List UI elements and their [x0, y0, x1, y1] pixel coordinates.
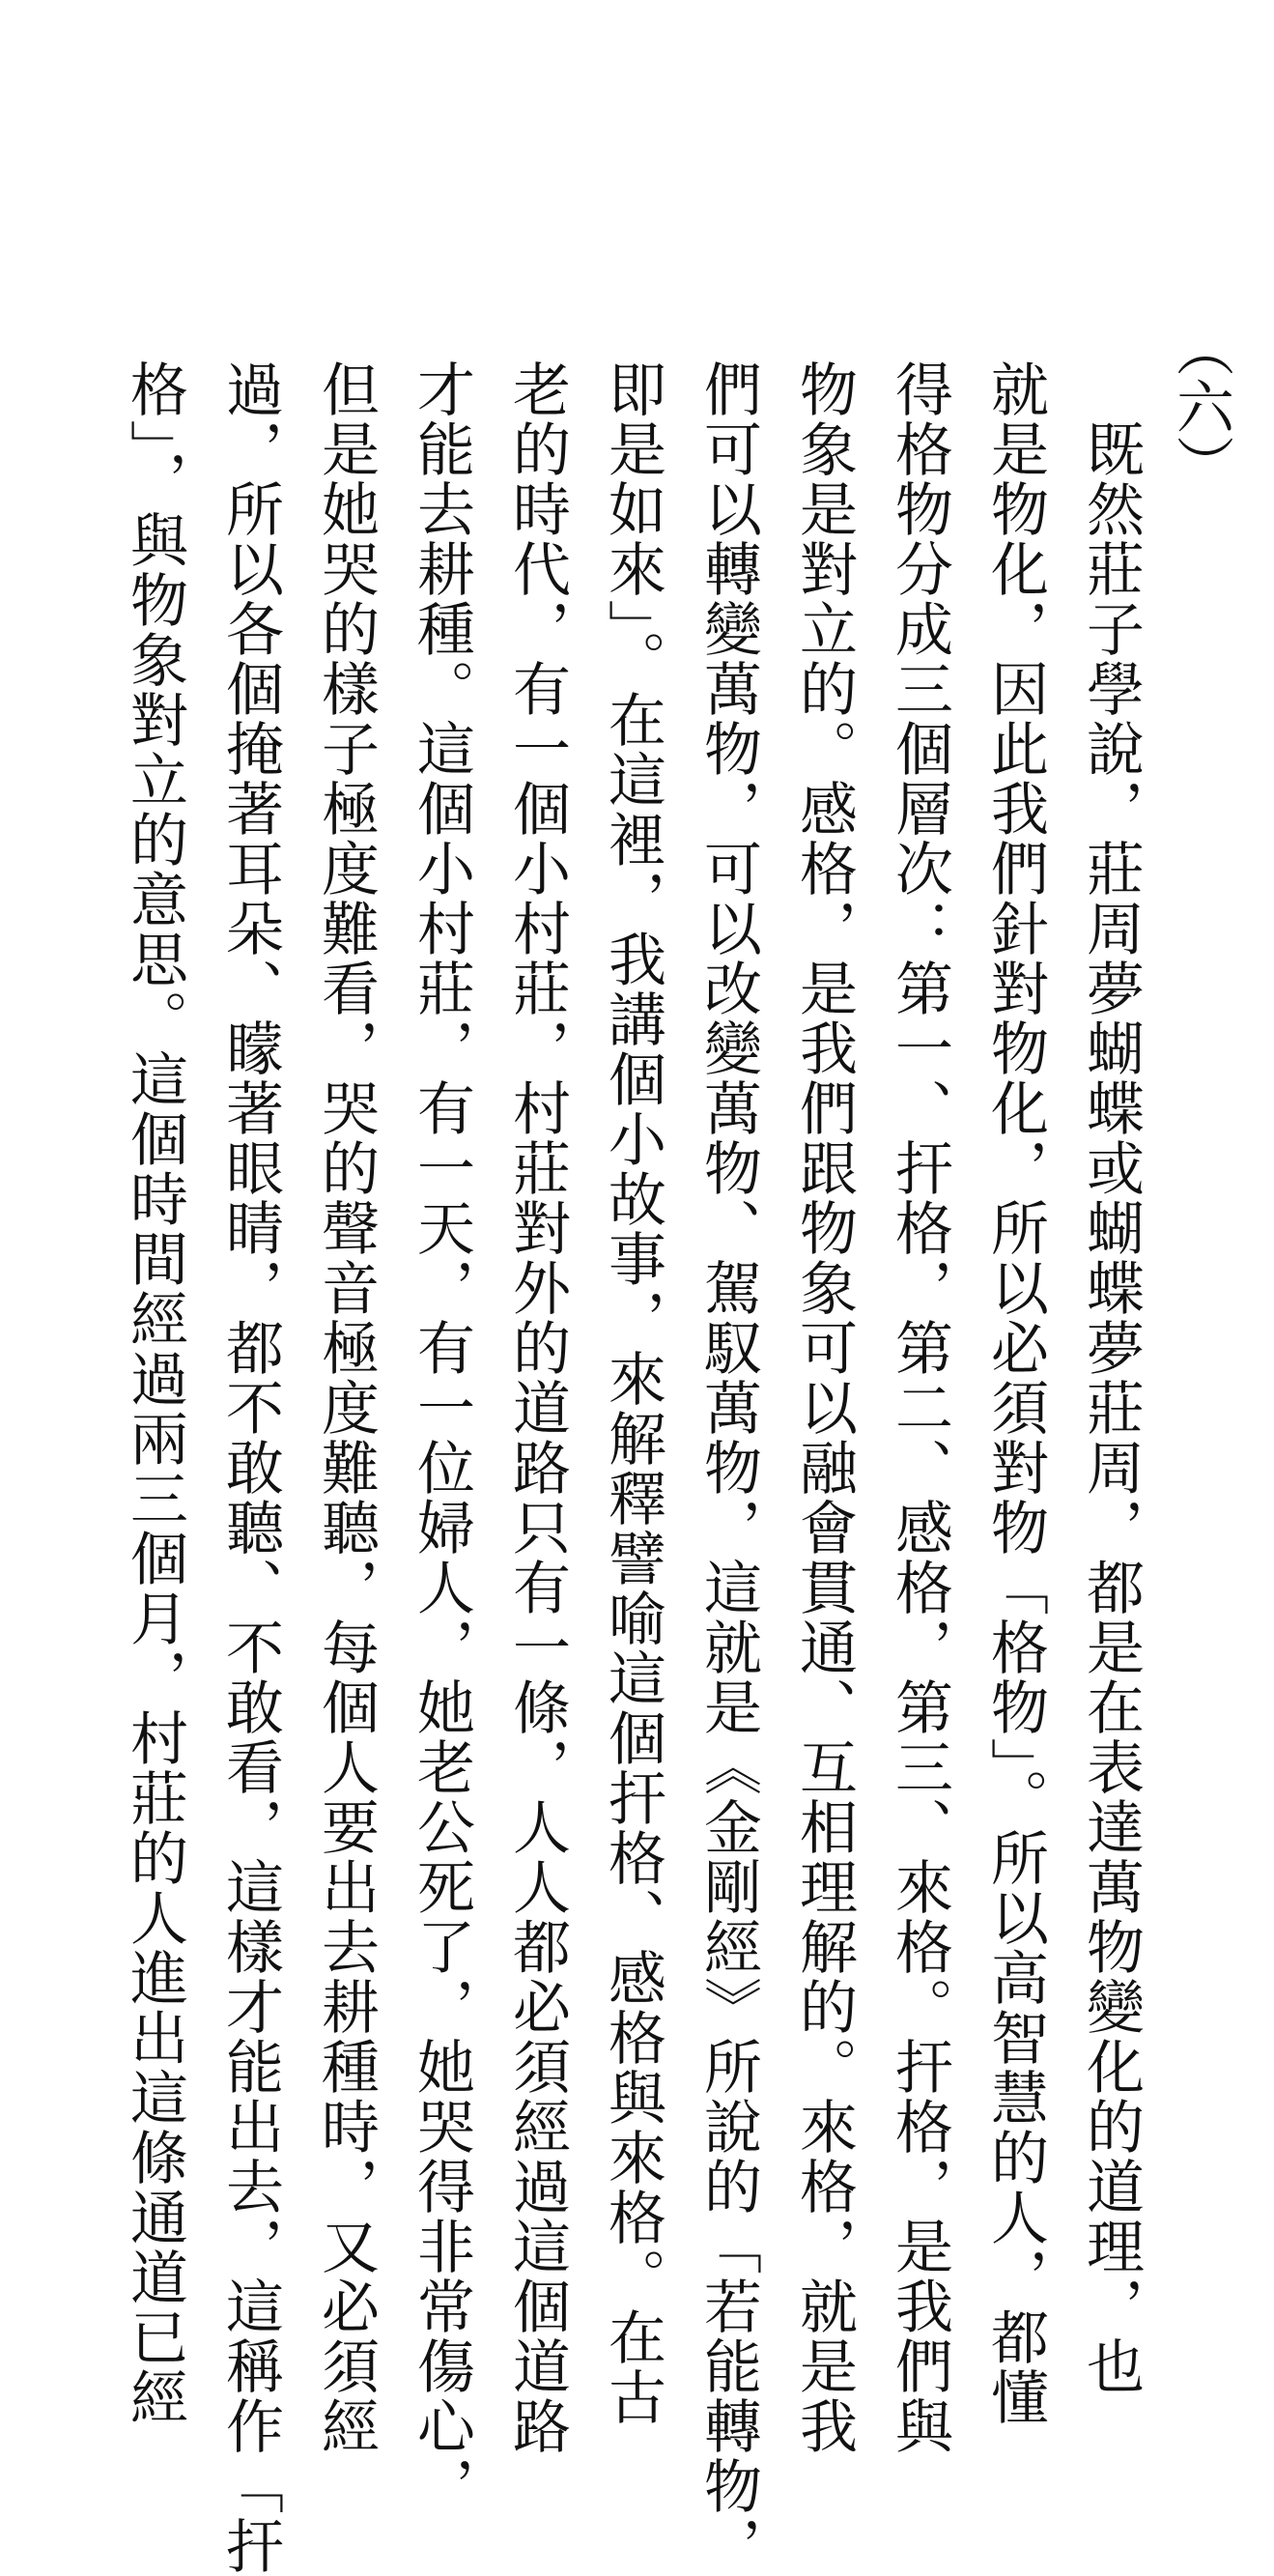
- text-line: 格」，與物象對立的意思。這個時間經過兩三個月，村莊的人進出這條通道已經: [121, 359, 188, 2427]
- text-line: 既然莊子學說，莊周夢蝴蝶或蝴蝶夢莊周，都是在表達萬物變化的道理，也: [1077, 359, 1145, 2396]
- text-line: 但是她哭的樣子極度難看，哭的聲音極度難聽，每個人要出去耕種時，又必須經: [312, 359, 380, 2456]
- body-text: [106, 359, 1158, 2576]
- text-line: 物象是對立的。感格，是我們跟物象可以融會貫通、互相理解的。來格，就是我: [790, 359, 858, 2456]
- text-line: 過，所以各個掩著耳朵、矇著眼睛，都不敢聽、不敢看，這樣才能出去，這稱作「扞: [216, 359, 284, 2576]
- text-line: 得格物分成三個層次：第一、扞格，第二、感格，第三、來格。扞格，是我們與: [886, 359, 953, 2456]
- text-line: 老的時代，有一個小村莊，村莊對外的道路只有一條，人人都必須經過這個道路: [503, 359, 571, 2456]
- text-line: 們可以轉變萬物，可以改變萬物、駕馭萬物，這就是《金剛經》所說的「若能轉物，: [694, 359, 762, 2576]
- section-number: （六）: [1167, 319, 1234, 493]
- text-line: 就是物化，因此我們針對物化，所以必須對物「格物」。所以高智慧的人，都懂: [981, 359, 1049, 2427]
- text-line: 才能去耕種。這個小村莊，有一天，有一位婦人，她老公死了，她哭得非常傷心，: [408, 359, 475, 2516]
- text-line: 即是如來」。在這裡，我講個小故事，來解釋譬喻這個扞格、感格與來格。在古: [599, 359, 666, 2427]
